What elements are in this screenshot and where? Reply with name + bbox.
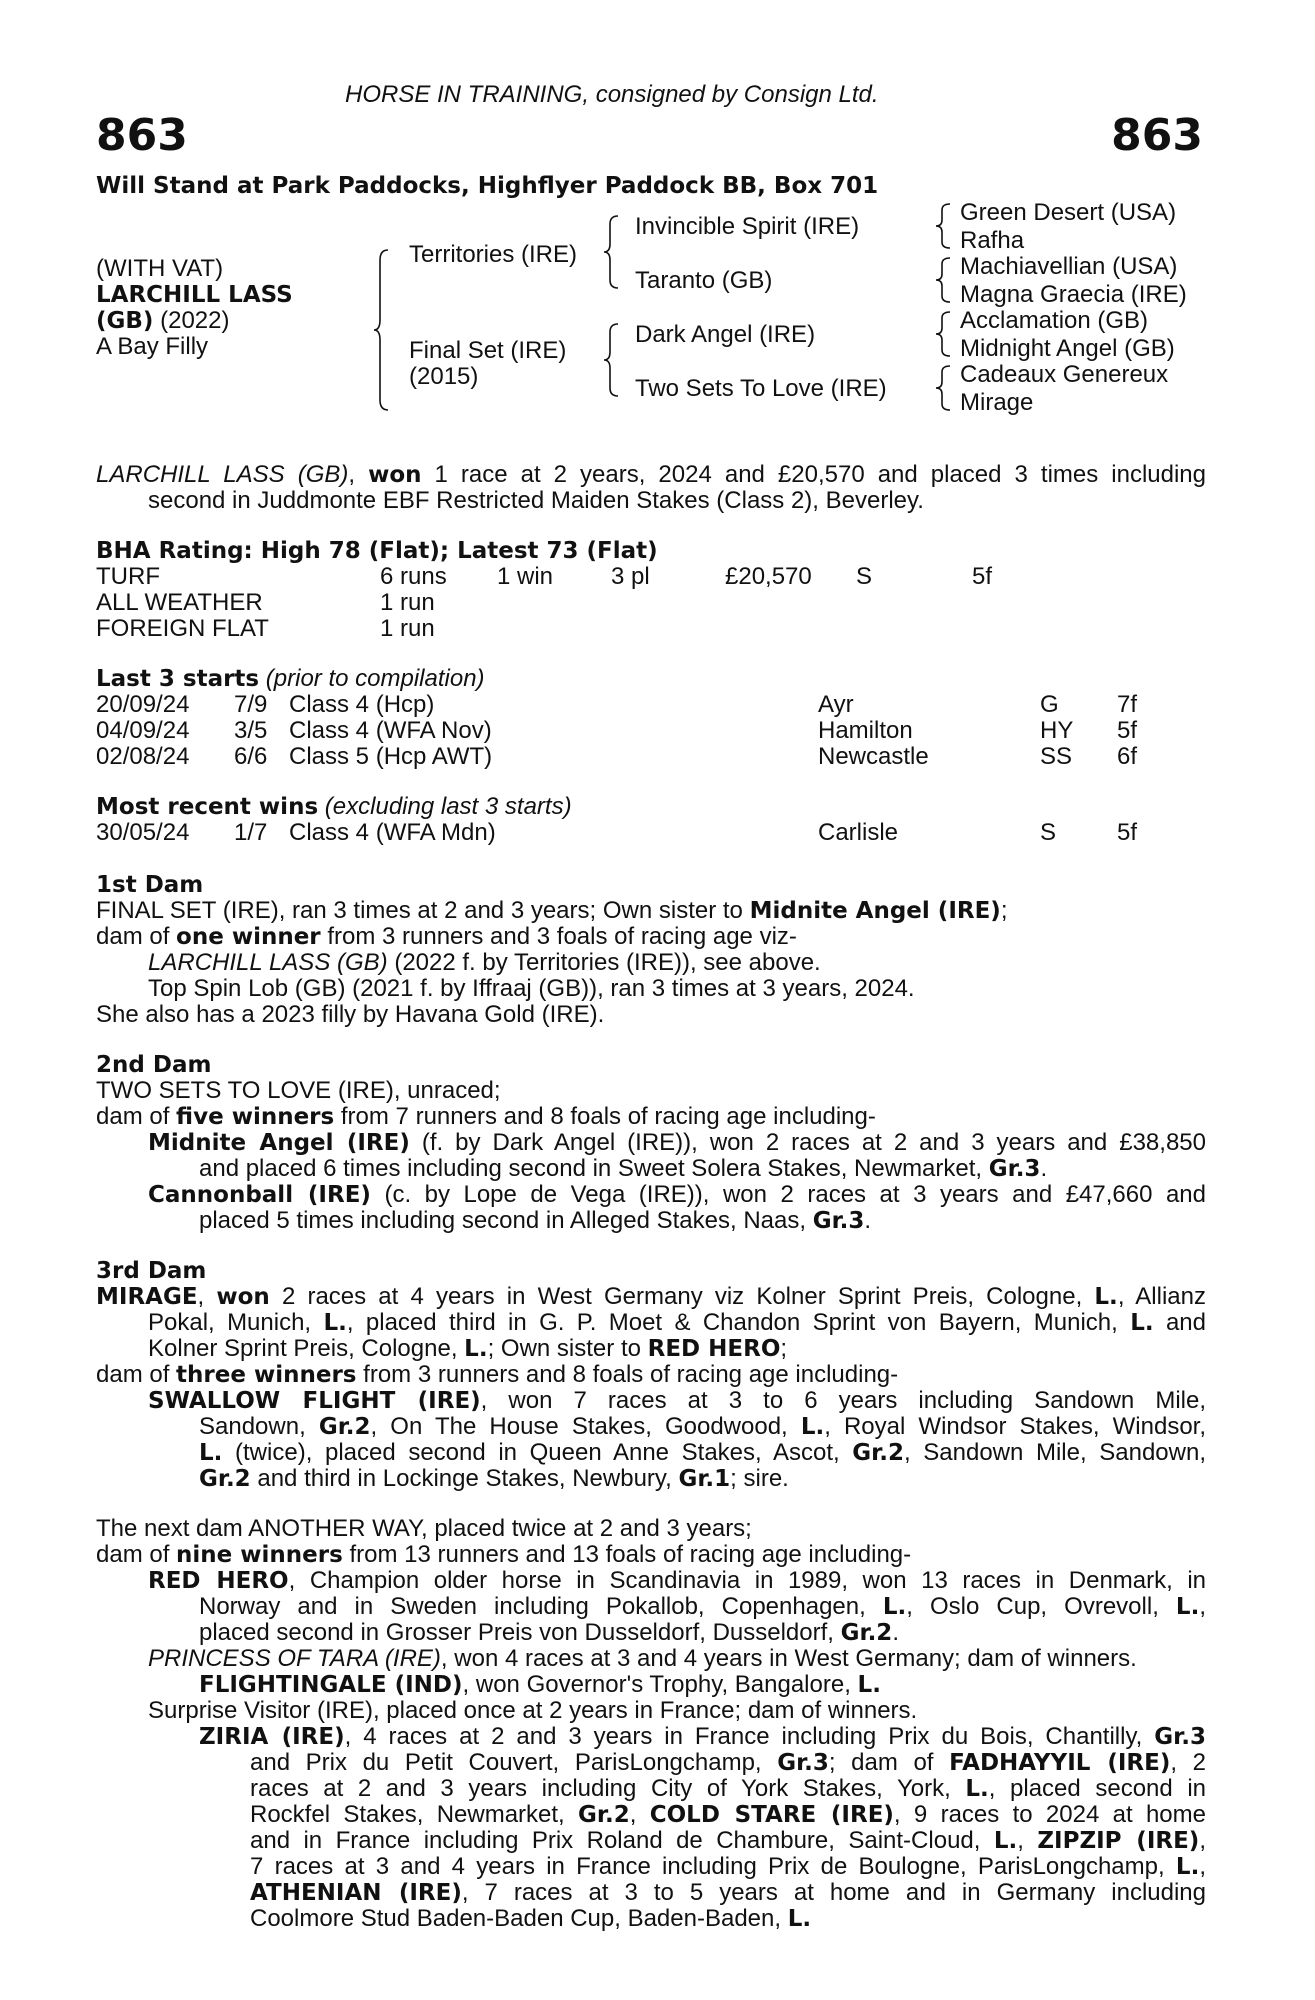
rating-wins: 1 win: [497, 563, 554, 590]
rating-placed: 3 pl: [611, 563, 650, 590]
rating-surface: ALL WEATHER: [96, 589, 263, 616]
start-date: 20/09/24: [96, 691, 190, 718]
stabling-location: Will Stand at Park Paddocks, Highflyer Paddock BB, Box 701: [96, 173, 879, 199]
grand-bracket-4: [936, 366, 952, 410]
vat-note: (WITH VAT): [96, 255, 224, 282]
start-course: Hamilton: [818, 717, 913, 744]
start-distance: 5f: [1117, 717, 1138, 744]
pedigree-sire-dam: Taranto (GB): [635, 267, 773, 294]
start-race: Class 4 (WFA Nov): [289, 717, 492, 744]
second-dam-line: dam of five winners from 7 runners and 8 foals of racing age including-: [96, 1103, 876, 1130]
next-dam-line: dam of nine winners from 13 runners and 13 foals of racing age including-: [96, 1541, 912, 1568]
start-date: 02/08/24: [96, 743, 190, 770]
second-dam-line: Cannonball (IRE) (c. by Lope de Vega (IRE)), won 2 races at 3 years and £47,660 and: [148, 1181, 1206, 1208]
third-dam-line: Pokal, Munich, L., placed third in G. P. Moet & Chandon Sprint von Bayern, Munich, L. and: [148, 1309, 1206, 1336]
start-position: 6/6: [234, 743, 268, 770]
next-dam-line: RED HERO, Champion older horse in Scandinavia in 1989, won 13 races in Denmark, in: [148, 1567, 1207, 1594]
second-dam-title: 2nd Dam: [96, 1052, 212, 1078]
start-course: Ayr: [818, 691, 854, 718]
start-going: G: [1040, 691, 1059, 718]
rating-surface: TURF: [96, 563, 160, 590]
third-dam-line: Gr.2 and third in Lockinge Stakes, Newbury, Gr.1; sire.: [199, 1465, 789, 1492]
start-date: 04/09/24: [96, 717, 190, 744]
next-dam-line: Coolmore Stud Baden-Baden Cup, Baden-Baden, L.: [250, 1905, 812, 1932]
recent-wins-title: Most recent wins (excluding last 3 starts): [96, 793, 572, 820]
next-dam-line: races at 2 and 3 years including City of York Stakes, York, L., placed second in: [250, 1775, 1206, 1802]
pedigree-gg-1: Green Desert (USA): [960, 199, 1177, 226]
start-distance: 6f: [1117, 743, 1138, 770]
pedigree-gg-4: Magna Graecia (IRE): [960, 281, 1187, 308]
next-dam-line: The next dam ANOTHER WAY, placed twice at 2 and 3 years;: [96, 1515, 752, 1542]
lot-number-left: 863: [96, 110, 188, 161]
next-dam-line: 7 races at 3 and 4 years in France including Prix de Boulogne, ParisLongchamp, L.,: [250, 1853, 1206, 1880]
start-going: SS: [1040, 743, 1073, 770]
rating-runs: 6 runs: [380, 563, 447, 590]
rating-runs: 1 run: [380, 589, 435, 616]
start-course: Newcastle: [818, 743, 929, 770]
rating-surface: FOREIGN FLAT: [96, 615, 269, 642]
last-starts-title: Last 3 starts (prior to compilation): [96, 665, 485, 692]
rating-going: S: [856, 563, 873, 590]
pedigree-dam-year: (2015): [409, 363, 479, 390]
start-position: 3/5: [234, 717, 268, 744]
win-distance: 5f: [1117, 819, 1138, 846]
third-dam-line: SWALLOW FLIGHT (IRE), won 7 races at 3 to 6 years including Sandown Mile,: [148, 1387, 1206, 1414]
pedigree-sire-sire: Invincible Spirit (IRE): [635, 213, 860, 240]
win-going: S: [1040, 819, 1057, 846]
second-dam-line: and placed 6 times including second in Sweet Solera Stakes, Newmarket, Gr.3.: [199, 1155, 1048, 1182]
third-dam-line: MIRAGE, won 2 races at 4 years in West Germany viz Kolner Sprint Preis, Cologne, L., Allianz: [96, 1283, 1207, 1310]
sire-line-bracket: [604, 216, 620, 288]
second-dam-line: TWO SETS TO LOVE (IRE), unraced;: [96, 1077, 501, 1104]
horse-description: A Bay Filly: [96, 333, 209, 360]
first-dam-line: LARCHILL LASS (GB) (2022 f. by Territories (IRE)), see above.: [148, 949, 821, 976]
sire-dam-bracket: [374, 250, 390, 410]
pedigree-gg-8: Mirage: [960, 389, 1034, 416]
lot-number-right: 863: [1111, 110, 1203, 161]
pedigree-gg-5: Acclamation (GB): [960, 307, 1149, 334]
next-dam-line: Rockfel Stakes, Newmarket, Gr.2, COLD STARE (IRE), 9 races to 2024 at home: [250, 1801, 1206, 1828]
second-dam-line: Midnite Angel (IRE) (f. by Dark Angel (IRE)), won 2 races at 2 and 3 years and £38,850: [148, 1129, 1206, 1156]
next-dam-line: and Prix du Petit Couvert, ParisLongchamp, Gr.3; dam of FADHAYYIL (IRE), 2: [250, 1749, 1206, 1776]
win-race: Class 4 (WFA Mdn): [289, 819, 496, 846]
pedigree-gg-2: Rafha: [960, 227, 1025, 254]
pedigree-gg-7: Cadeaux Genereux: [960, 361, 1169, 388]
third-dam-line: L. (twice), placed second in Queen Anne Stakes, Ascot, Gr.2, Sandown Mile, Sandown,: [199, 1439, 1207, 1466]
grand-bracket-2: [936, 258, 952, 302]
start-race: Class 4 (Hcp): [289, 691, 435, 718]
first-dam-line: She also has a 2023 filly by Havana Gold (IRE).: [96, 1001, 605, 1028]
next-dam-line: Norway and in Sweden including Pokallob, Copenhagen, L., Oslo Cup, Ovrevoll, L.,: [199, 1593, 1206, 1620]
win-course: Carlisle: [818, 819, 899, 846]
third-dam-line: Kolner Sprint Preis, Cologne, L.; Own sister to RED HERO;: [148, 1335, 788, 1362]
second-dam-line: placed 5 times including second in Alleged Stakes, Naas, Gr.3.: [199, 1207, 872, 1234]
dam-line-bracket: [604, 324, 620, 396]
bha-rating-title: BHA Rating: High 78 (Flat); Latest 73 (Flat): [96, 538, 658, 564]
start-distance: 7f: [1117, 691, 1138, 718]
next-dam-line: and in France including Prix Roland de Chambure, Saint-Cloud, L., ZIPZIP (IRE),: [250, 1827, 1206, 1854]
start-position: 7/9: [234, 691, 268, 718]
summary-line-2: second in Juddmonte EBF Restricted Maiden Stakes (Class 2), Beverley.: [148, 487, 924, 514]
win-date: 30/05/24: [96, 819, 190, 846]
next-dam-line: ATHENIAN (IRE), 7 races at 3 to 5 years at home and in Germany including: [250, 1879, 1206, 1906]
start-going: HY: [1040, 717, 1074, 744]
start-race: Class 5 (Hcp AWT): [289, 743, 493, 770]
grand-bracket-3: [936, 312, 952, 356]
third-dam-line: Sandown, Gr.2, On The House Stakes, Goodwood, L., Royal Windsor Stakes, Windsor,: [199, 1413, 1207, 1440]
pedigree-sire: Territories (IRE): [409, 241, 578, 268]
first-dam-title: 1st Dam: [96, 872, 204, 898]
next-dam-line: PRINCESS OF TARA (IRE), won 4 races at 3 and 4 years in West Germany; dam of winners.: [148, 1645, 1137, 1672]
pedigree-gg-6: Midnight Angel (GB): [960, 335, 1175, 362]
rating-prize: £20,570: [725, 563, 812, 590]
horse-name: LARCHILL LASS: [96, 282, 293, 308]
next-dam-line: FLIGHTINGALE (IND), won Governor's Trophy, Bangalore, L.: [199, 1671, 881, 1698]
pedigree-dam-sire: Dark Angel (IRE): [635, 321, 816, 348]
first-dam-line: Top Spin Lob (GB) (2021 f. by Iffraaj (GB)), ran 3 times at 3 years, 2024.: [148, 975, 915, 1002]
rating-runs: 1 run: [380, 615, 435, 642]
pedigree-dam-dam: Two Sets To Love (IRE): [635, 375, 887, 402]
catalogue-header: HORSE IN TRAINING, consigned by Consign Ltd.: [345, 81, 879, 108]
third-dam-line: dam of three winners from 3 runners and 8 foals of racing age including-: [96, 1361, 899, 1388]
pedigree-gg-3: Machiavellian (USA): [960, 253, 1178, 280]
third-dam-title: 3rd Dam: [96, 1258, 207, 1284]
next-dam-line: ZIRIA (IRE), 4 races at 2 and 3 years in France including Prix du Bois, Chantilly, Gr.3: [199, 1723, 1206, 1750]
win-position: 1/7: [234, 819, 268, 846]
first-dam-line: dam of one winner from 3 runners and 3 foals of racing age viz-: [96, 923, 797, 950]
horse-origin-year: (GB) (2022): [96, 307, 230, 334]
pedigree-dam: Final Set (IRE): [409, 337, 567, 364]
first-dam-line: FINAL SET (IRE), ran 3 times at 2 and 3 years; Own sister to Midnite Angel (IRE);: [96, 897, 1008, 924]
summary-line-1: LARCHILL LASS (GB), won 1 race at 2 years, 2024 and £20,570 and placed 3 times including: [96, 461, 1206, 488]
rating-distance: 5f: [972, 563, 993, 590]
next-dam-line: Surprise Visitor (IRE), placed once at 2 years in France; dam of winners.: [148, 1697, 918, 1724]
next-dam-line: placed second in Grosser Preis von Dusseldorf, Dusseldorf, Gr.2.: [199, 1619, 899, 1646]
grand-bracket-1: [936, 204, 952, 248]
